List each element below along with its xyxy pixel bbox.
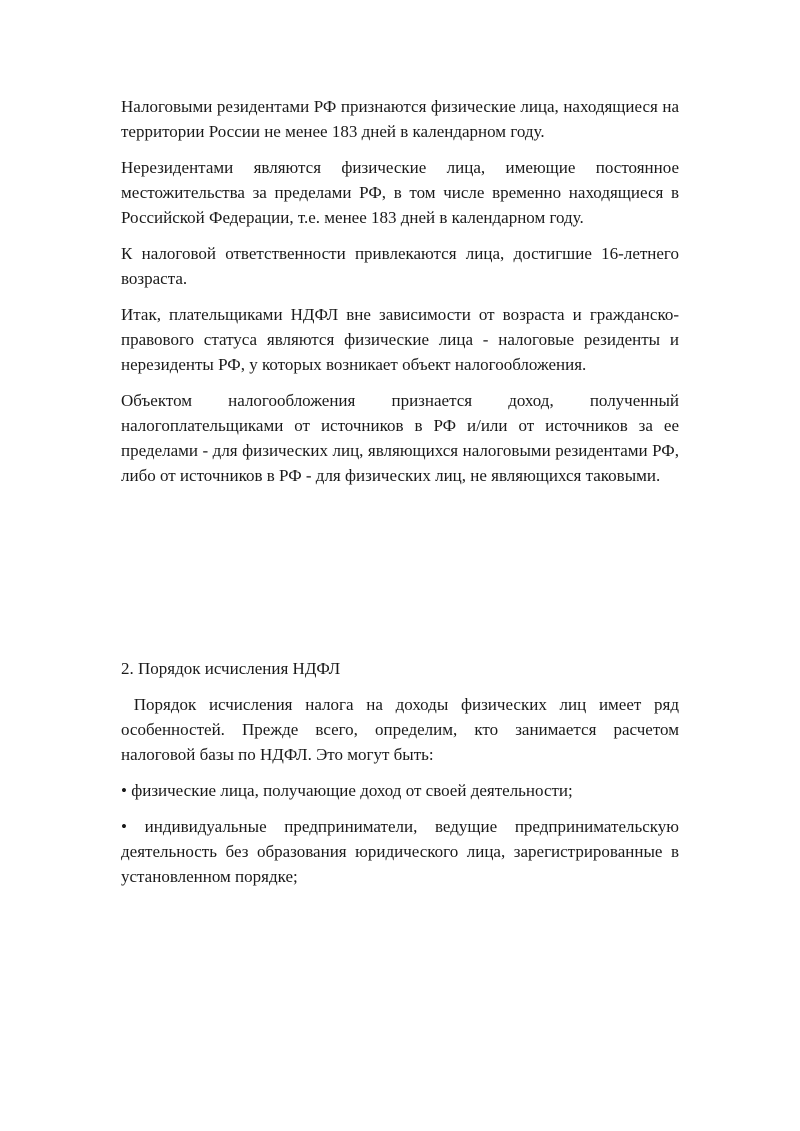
- paragraph-tax-residents: Налоговыми резидентами РФ признаются физические лица, находящиеся на территории России не менее 183 дней в календарном году.: [121, 97, 679, 141]
- paragraph-ndfl-payers: Итак, плательщиками НДФЛ вне зависимости от возраста и гражданско-правового статуса являются физические лица - налоговые резиденты и нерезиденты РФ, у которых возникает объект налогообложения.: [121, 305, 679, 374]
- paragraph-calculation-procedure: [121, 692, 679, 767]
- paragraph-tax-liability-age: К налоговой ответственности привлекаются лица, достигшие 16-летнего возраста.: [121, 244, 679, 288]
- paragraph-taxation-object: Объектом налогообложения признается доход, полученный налогоплательщиками от источников в РФ и/или от источников за ее пределами - для физических лиц, являющихся налоговыми резидентами РФ, либо от источников в РФ - для физических лиц, не являющихся таковыми.: [121, 391, 679, 485]
- list-item-individuals: • физические лица, получающие доход от своей деятельности;: [121, 781, 573, 800]
- paragraph-calculation-procedure-text: Порядок исчисления налога на доходы физических лиц имеет ряд особенностей. Прежде всего, определим, кто занимается расчетом налоговой базы по НДФЛ. Это могут быть:: [121, 695, 680, 764]
- paragraph-nonresidents: Нерезидентами являются физические лица, имеющие постоянное местожительства за пределами РФ, в том числе временно находящиеся в Российской Федерации, т.е. менее 183 дней в календарном году.: [121, 158, 679, 227]
- blank-space: [121, 499, 679, 656]
- section-heading: 2. Порядок исчисления НДФЛ: [121, 659, 341, 678]
- document-page: [121, 94, 679, 900]
- list-item-entrepreneurs: • индивидуальные предприниматели, ведущие предпринимательскую деятельность без образования юридического лица, зарегистрированные в установленном порядке;: [121, 817, 679, 886]
